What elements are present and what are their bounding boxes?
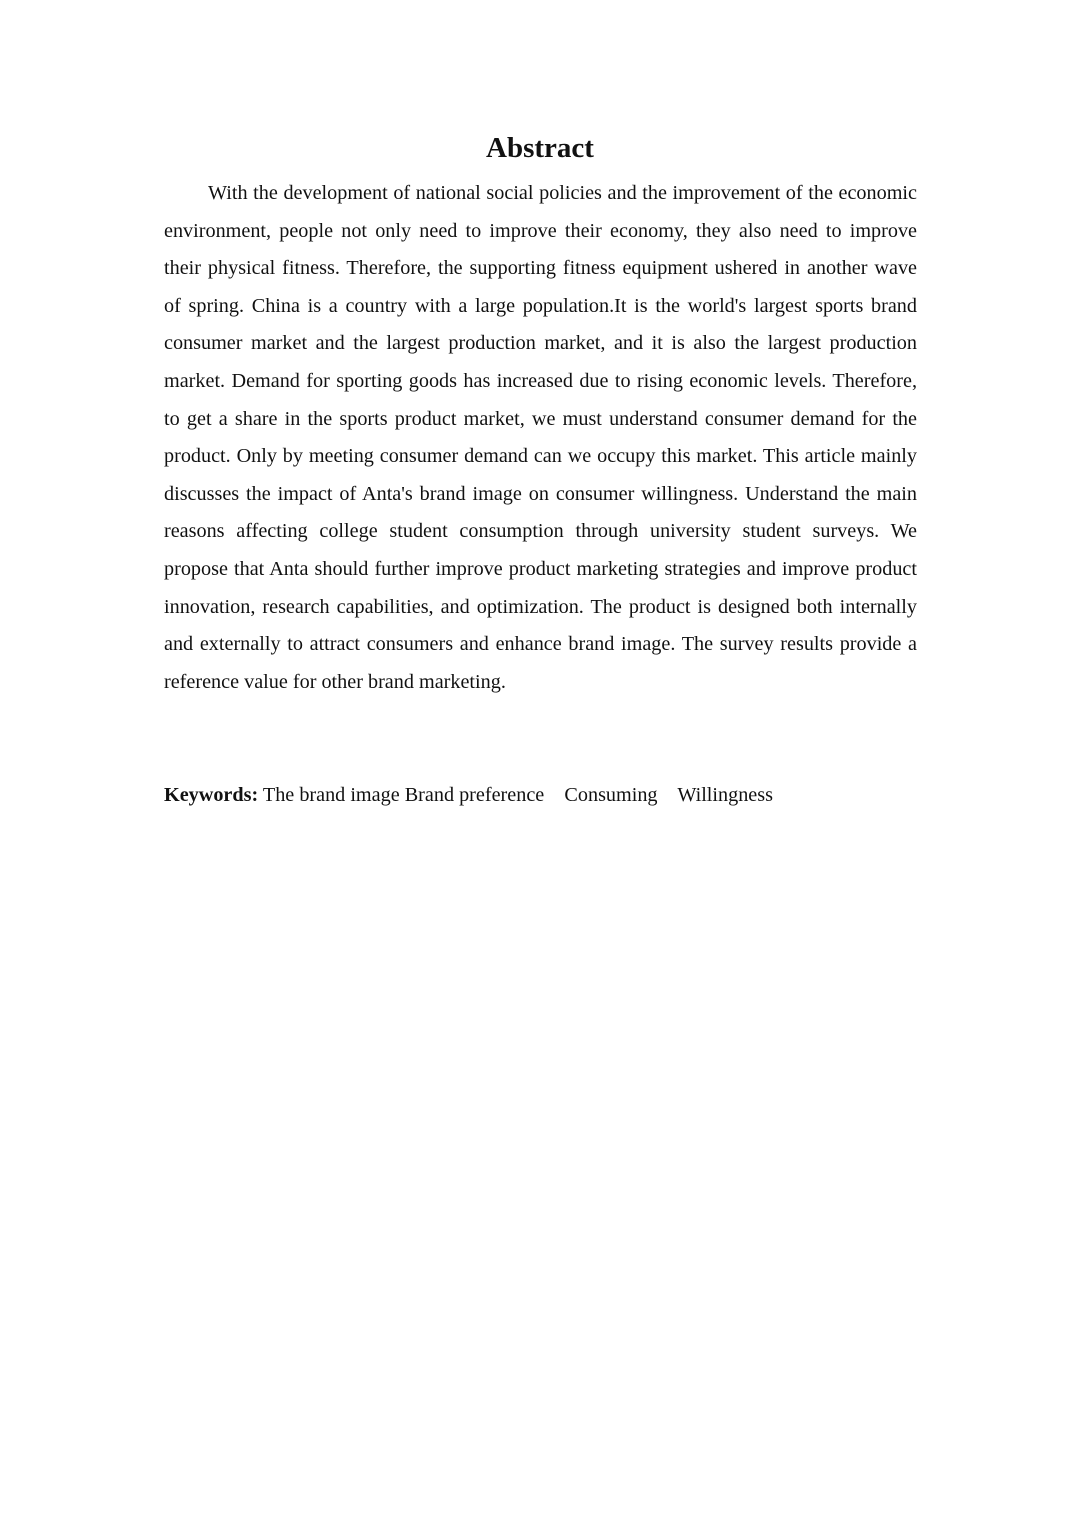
keywords-label: Keywords: (164, 784, 259, 806)
keywords-line (164, 777, 917, 815)
keywords-values: The brand image Brand preference Consuming Willingness (258, 784, 773, 806)
abstract-title: Abstract (486, 132, 594, 164)
abstract-paragraph: With the development of national social policies and the improvement of the economic environment, people not only need to improve their economy, they also need to improve their physical fitness. Therefore, the supporting fitness equipment ushered in another wave of spring. China is a country with a large population.It is the world's largest sports brand consumer market and the largest production market, and it is also the largest production market. Demand for sporting goods has increased due to rising economic levels. Therefore, to get a share in the sports product market, we must understand consumer demand for the product. Only by meeting consumer demand can we occupy this market. This article mainly discusses the impact of Anta's brand image on consumer willingness. Understand the main reasons affecting college student consumption through university student surveys. We propose that Anta should further improve product marketing strategies and improve product innovation, research capabilities, and optimization. The product is designed both internally and externally to attract consumers and enhance brand image. The survey results provide a reference value for other brand marketing. (164, 182, 917, 693)
